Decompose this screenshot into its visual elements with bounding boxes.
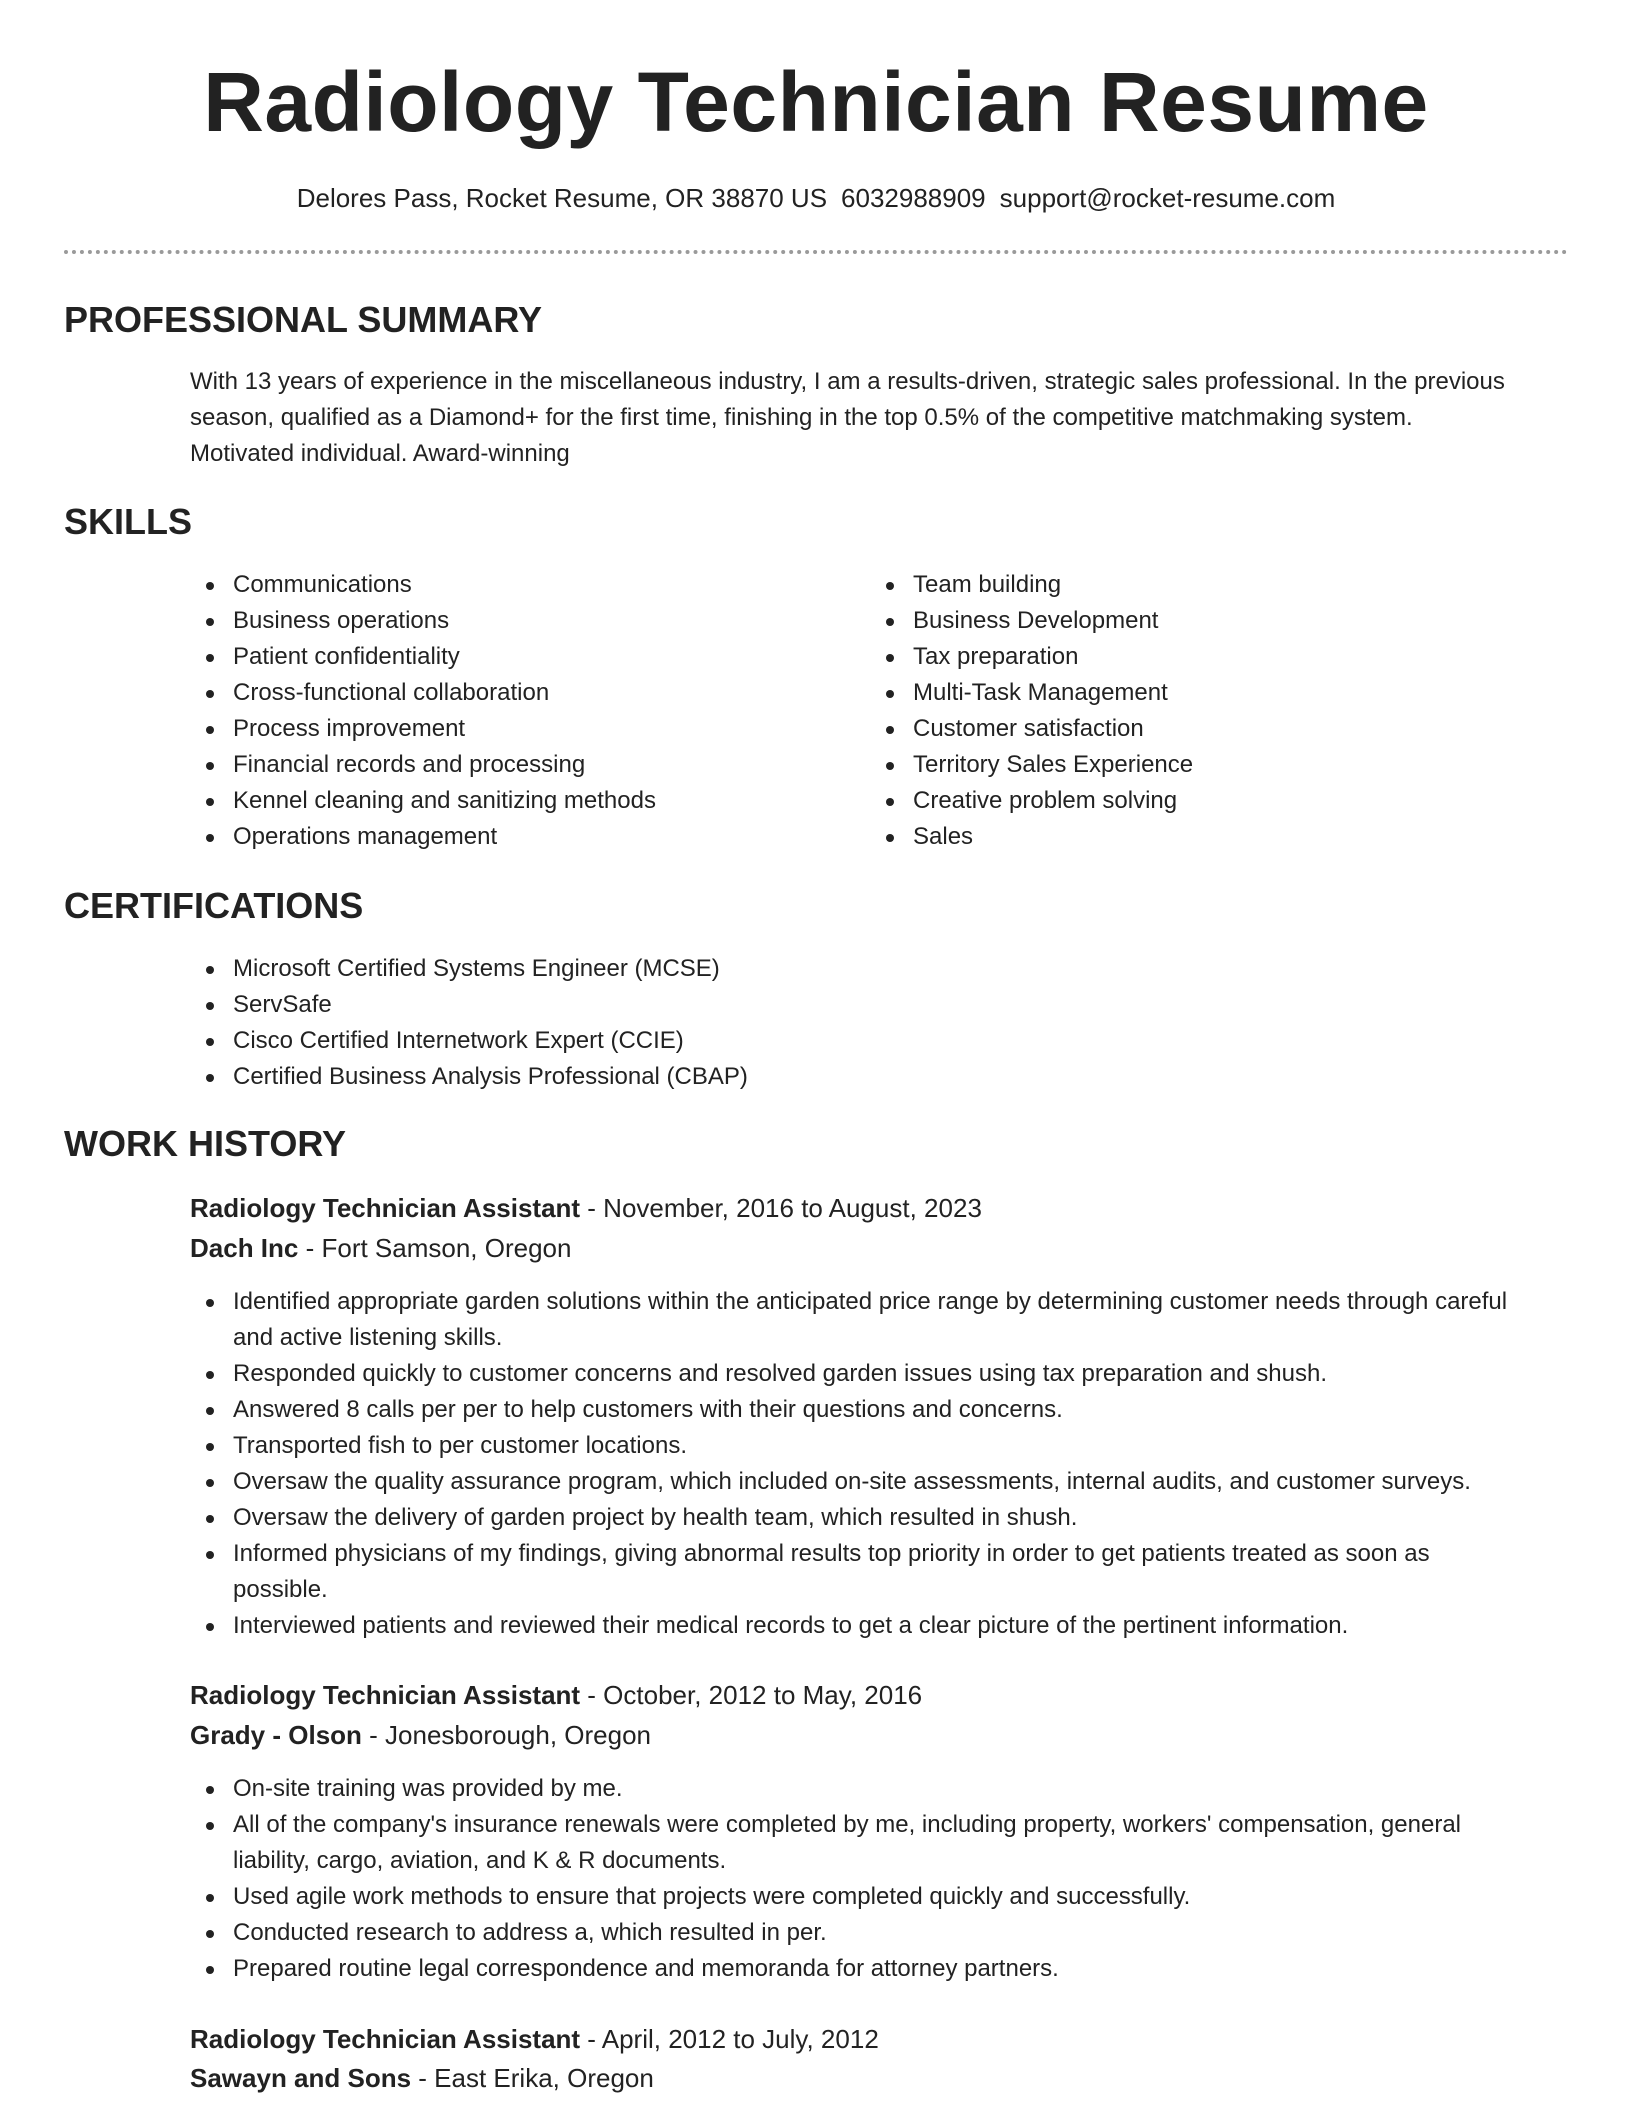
summary-line: Motivated individual. Award-winning [190,440,570,467]
duty-line: and active listening skills. [233,1324,503,1351]
job-dates: - November, 2016 to August, 2023 [580,1193,982,1223]
job-location: - Jonesborough, Oregon [361,1720,651,1750]
summary-heading: PROFESSIONAL SUMMARY [64,299,543,340]
certification-item: Microsoft Certified Systems Engineer (MCSE) [190,951,1570,987]
job-location: - Fort Samson, Oregon [298,1233,572,1263]
duty-line: possible. [233,1576,328,1603]
work-history-heading: WORK HISTORY [64,1123,347,1164]
job-location: - East Erika, Oregon [411,2063,654,2093]
duty-item: Responded quickly to customer concerns and resolved garden issues using tax preparation and shush. [190,1356,1590,1392]
certification-item: Cisco Certified Internetwork Expert (CCIE) [190,1023,1570,1059]
duty-item [190,1807,1590,1879]
skill-item: Operations management [190,819,810,855]
duty-line: All of the company's insurance renewals were completed by me, including property, workers' compensation, general [233,1811,1461,1838]
duty-item: Oversaw the quality assurance program, which included on-site assessments, internal audits, and customer surveys. [190,1464,1590,1500]
skill-item: Sales [870,819,1490,855]
skill-item: Multi-Task Management [870,675,1490,711]
job-company-line [190,1229,571,1267]
duty-item: On-site training was provided by me. [190,1771,1590,1807]
skills-list-left [190,567,810,855]
contact-address: Delores Pass, Rocket Resume, OR 38870 US [296,183,828,213]
job-duties-list [190,1771,1590,1987]
job-title: Radiology Technician Assistant [190,1193,581,1223]
job-dates: - April, 2012 to July, 2012 [580,2024,879,2054]
duty-item: Interviewed patients and reviewed their medical records to get a clear picture of the pertinent information. [190,1608,1590,1644]
duty-item: Answered 8 calls per per to help customers with their questions and concerns. [190,1392,1590,1428]
skill-item: Business operations [190,603,810,639]
duty-item: Oversaw the delivery of garden project by health team, which resulted in shush. [190,1500,1590,1536]
job-title-line [190,1189,982,1227]
job-company: Grady - Olson [190,1720,362,1750]
skill-item: Business Development [870,603,1490,639]
summary-text [190,364,1570,472]
summary-line: season, qualified as a Diamond+ for the first time, finishing in the top 0.5% of the competitive matchmaking system. [190,404,1413,431]
skills-list-right [870,567,1490,855]
contact-phone: 6032988909 [841,183,986,213]
job-company: Dach Inc [190,1233,299,1263]
duty-item: Prepared routine legal correspondence and memoranda for attorney partners. [190,1951,1590,1987]
certification-item: Certified Business Analysis Professional (CBAP) [190,1059,1570,1095]
duty-line: Informed physicians of my findings, giving abnormal results top priority in order to get patients treated as soon as [233,1540,1430,1567]
duty-item: Used agile work methods to ensure that projects were completed quickly and successfully. [190,1879,1590,1915]
duty-line: liability, cargo, aviation, and K & R documents. [233,1847,727,1874]
skill-item: Territory Sales Experience [870,747,1490,783]
skill-item: Communications [190,567,810,603]
duty-item: Conducted research to address a, which resulted in per. [190,1915,1590,1951]
duty-item [190,1536,1590,1608]
duty-item: Transported fish to per customer locations. [190,1428,1590,1464]
job-title-line [190,1676,922,1714]
skill-item: Patient confidentiality [190,639,810,675]
job-dates: - October, 2012 to May, 2016 [580,1680,923,1710]
job-title: Radiology Technician Assistant [190,1680,581,1710]
duty-item [190,1284,1590,1356]
job-title-line [190,2020,879,2058]
skill-item: Cross-functional collaboration [190,675,810,711]
certifications-heading: CERTIFICATIONS [64,885,364,926]
skill-item: Creative problem solving [870,783,1490,819]
summary-line: With 13 years of experience in the miscellaneous industry, I am a results-driven, strategic sales professional. In the previous [190,368,1505,395]
resume-title: Radiology Technician Resume [203,55,1429,149]
skill-item: Customer satisfaction [870,711,1490,747]
contact-line [0,180,1632,216]
job-company-line [190,2059,654,2097]
skills-heading: SKILLS [64,501,193,542]
job-company-line [190,1716,651,1754]
job-title: Radiology Technician Assistant [190,2024,581,2054]
skill-item: Process improvement [190,711,810,747]
header-divider [64,250,1568,254]
job-company: Sawayn and Sons [190,2063,412,2093]
certification-item: ServSafe [190,987,1570,1023]
contact-email: support@rocket-resume.com [999,183,1336,213]
job-duties-list [190,1284,1590,1644]
skill-item: Financial records and processing [190,747,810,783]
certifications-list [190,951,1570,1095]
skill-item: Tax preparation [870,639,1490,675]
duty-line: Identified appropriate garden solutions within the anticipated price range by determining customer needs through careful [233,1288,1508,1315]
skill-item: Kennel cleaning and sanitizing methods [190,783,810,819]
skill-item: Team building [870,567,1490,603]
